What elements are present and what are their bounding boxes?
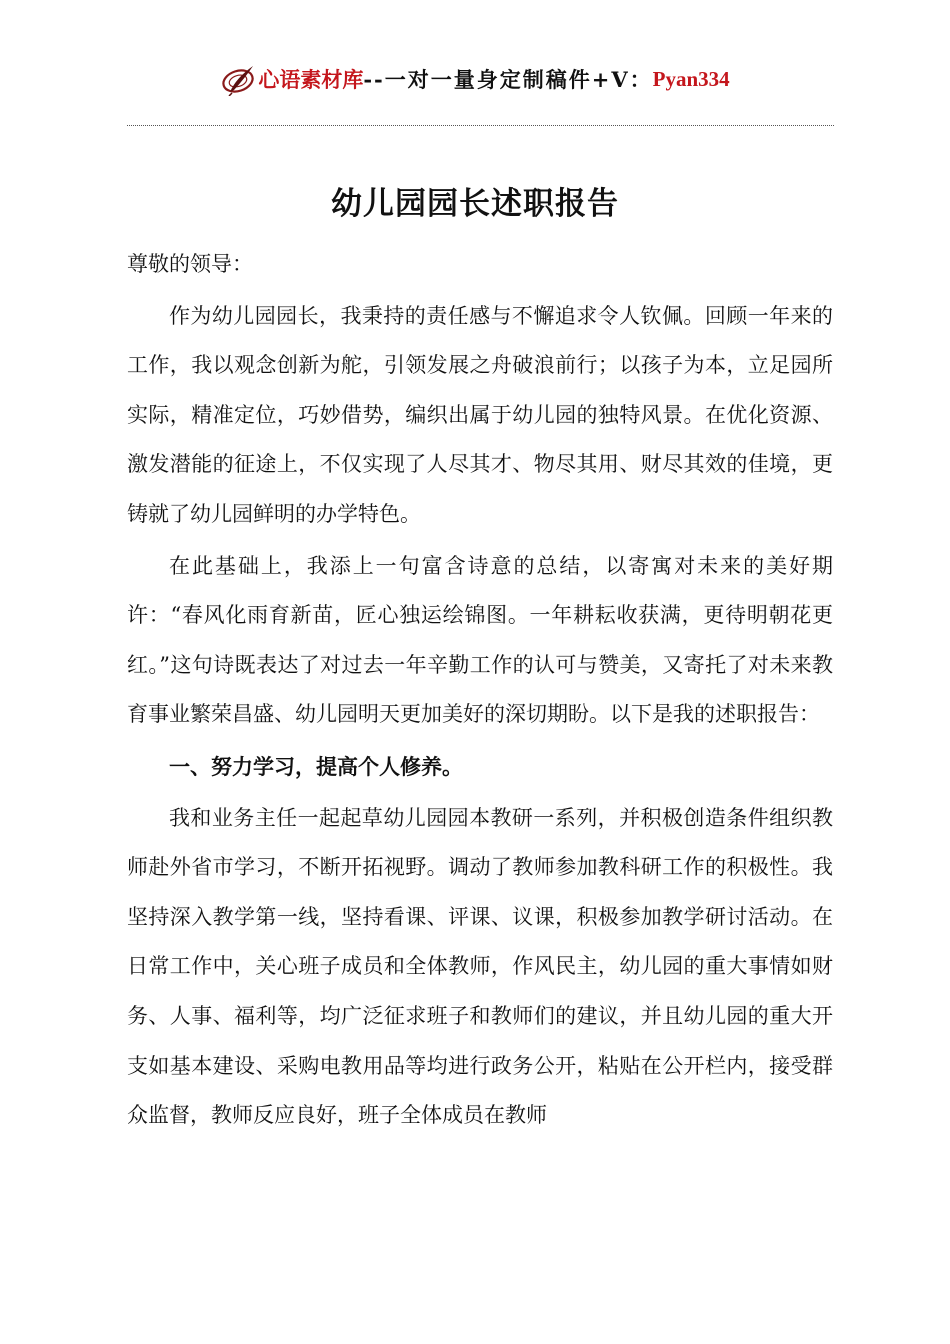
section-heading: 一、努力学习，提高个人修养。 bbox=[169, 753, 463, 779]
salutation: 尊敬的领导： bbox=[127, 252, 253, 276]
paragraph: 作为幼儿园园长，我秉持的责任感与不懈追求令人钦佩。回顾一年来的工作，我以观念创新为舵，引领发展之舟破浪前行；以孩子为本，立足园所实际，精准定位，巧妙借势，编织出属于幼儿园的独特风景。在优化资源、激发潜能的征途上，不仅实现了人尽其才、物尽其用、财尽其效的佳境，更铸就了幼儿园鲜明的办学特色。 bbox=[127, 303, 833, 526]
paragraph: 在此基础上，我添上一句富含诗意的总结，以寄寓对未来的美好期许：“春风化雨育新苗，匠心独运绘锦图。一年耕耘收获满，更待明朝花更红。”这句诗既表达了对过去一年辛勤工作的认可与赞美，又寄托了对未来教育事业繁荣昌盛、幼儿园明天更加美好的深切期盼。以下是我的述职报告： bbox=[127, 553, 833, 727]
paragraph: 我和业务主任一起起草幼儿园园本教研一系列，并积极创造条件组织教师赴外省市学习，不断开拓视野。调动了教师参加教科研工作的积极性。我坚持深入教学第一线，坚持看课、评课、议课，积极参加教学研讨活动。在日常工作中，关心班子成员和全体教师，作风民主，幼儿园的重大事情如财务、人事、福利等，均广泛征求班子和教师们的建议，并且幼儿园的重大开支如基本建设、采购电教用品等均进行政务公开，粘贴在公开栏内，接受群众监督，教师反应良好，班子全体成员在教师 bbox=[127, 805, 833, 1128]
quill-logo-icon bbox=[220, 62, 258, 96]
header-slogan: --一对一量身定制稿件+V： bbox=[363, 67, 653, 92]
brand-name: 心语素材库 bbox=[258, 67, 364, 92]
document-title: 幼儿园园长述职报告 bbox=[331, 186, 619, 222]
header-divider bbox=[127, 125, 834, 126]
page-header bbox=[0, 62, 950, 102]
contact-id: Pyan334 bbox=[652, 66, 730, 91]
document-body bbox=[127, 240, 833, 1141]
